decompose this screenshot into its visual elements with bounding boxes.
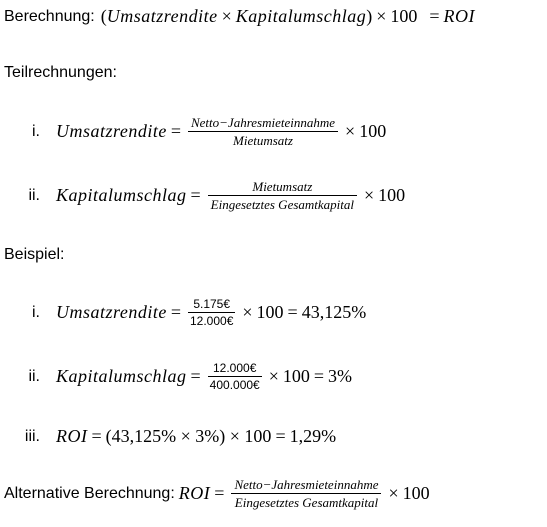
fraction xyxy=(231,476,381,511)
section-title: Beispiel: xyxy=(4,246,65,263)
hundred: 100 xyxy=(256,302,284,322)
teil-formula-i xyxy=(14,114,386,149)
beispiel-formula-ii xyxy=(14,360,352,393)
times-operator: × xyxy=(376,6,387,26)
result-value: 43,125% xyxy=(301,302,367,322)
fraction-numerator: 12.000€ xyxy=(213,361,257,375)
equals-operator: = xyxy=(170,302,181,322)
alternative-formula xyxy=(4,476,430,511)
hundred: 100 xyxy=(359,121,387,141)
formula-lhs: ROI xyxy=(178,483,211,503)
hundred: 100 xyxy=(402,483,430,503)
beispiel-formula-iii xyxy=(14,426,336,447)
hundred: 100 xyxy=(390,6,418,26)
equals-operator: = xyxy=(275,426,286,446)
fraction xyxy=(208,360,262,393)
teilrechnungen-title xyxy=(4,64,117,82)
formula-lhs: Kapitalumschlag xyxy=(56,366,187,386)
fraction-denominator: Eingesetztes Gesamtkapital xyxy=(210,197,355,212)
equals-operator: = xyxy=(190,366,201,386)
fraction-denominator: 12.000€ xyxy=(189,314,234,328)
equals-operator: = xyxy=(313,366,325,386)
alternative-label: Alternative Berechnung: xyxy=(4,484,175,502)
formula-lhs: Umsatzrendite xyxy=(56,302,167,322)
roman-numeral: ii. xyxy=(28,186,40,204)
hundred: 100 xyxy=(378,185,406,205)
hundred: 100 xyxy=(282,366,310,386)
roman-numeral: i. xyxy=(32,122,40,140)
left-paren: ( xyxy=(100,6,107,26)
roman-numeral: i. xyxy=(32,303,40,321)
section-title: Teilrechnungen: xyxy=(4,64,117,81)
formula-lhs: Kapitalumschlag xyxy=(56,185,187,205)
heading-label: Berechnung: xyxy=(4,7,95,25)
formula-expression: (43,125% × 3%) × 100 xyxy=(105,426,272,446)
formula-lhs: Umsatzrendite xyxy=(56,121,167,141)
fraction xyxy=(208,178,357,213)
formula-lhs: ROI xyxy=(56,426,88,446)
fraction-denominator: Mietumsatz xyxy=(233,133,293,148)
times-operator: × xyxy=(221,6,232,26)
fraction xyxy=(188,296,235,329)
fraction-numerator: Netto−Jahresmieteinnahme xyxy=(190,115,336,130)
equals-operator: = xyxy=(170,121,181,141)
times-operator: × xyxy=(388,483,399,503)
times-operator: × xyxy=(242,302,253,322)
fraction-numerator: 5.175€ xyxy=(193,297,231,311)
term-umsatzrendite: Umsatzrendite xyxy=(106,6,218,26)
equals-operator: = xyxy=(91,426,102,446)
result-roi: ROI xyxy=(443,6,476,26)
fraction xyxy=(188,114,338,149)
equals-operator: = xyxy=(190,185,201,205)
heading-formula xyxy=(4,6,475,27)
right-paren: ) xyxy=(366,6,373,26)
beispiel-title xyxy=(4,246,64,264)
result-value: 3% xyxy=(328,366,353,386)
beispiel-formula-i xyxy=(14,296,366,329)
term-kapitalumschlag: Kapitalumschlag xyxy=(235,6,367,26)
fraction-denominator: Eingesetztes Gesamtkapital xyxy=(234,495,379,510)
fraction-denominator: 400.000€ xyxy=(209,378,260,392)
fraction-numerator: Mietumsatz xyxy=(252,179,313,194)
fraction-numerator: Netto−Jahresmieteinnahme xyxy=(234,477,379,492)
equals-operator: = xyxy=(214,483,225,503)
roman-numeral: iii. xyxy=(24,427,40,445)
times-operator: × xyxy=(364,185,375,205)
equals-operator: = xyxy=(429,6,440,26)
times-operator: × xyxy=(345,121,356,141)
result-value: 1,29% xyxy=(289,426,337,446)
teil-formula-ii xyxy=(14,178,405,213)
equals-operator: = xyxy=(287,302,298,322)
times-operator: × xyxy=(268,366,279,386)
roman-numeral: ii. xyxy=(28,367,40,385)
